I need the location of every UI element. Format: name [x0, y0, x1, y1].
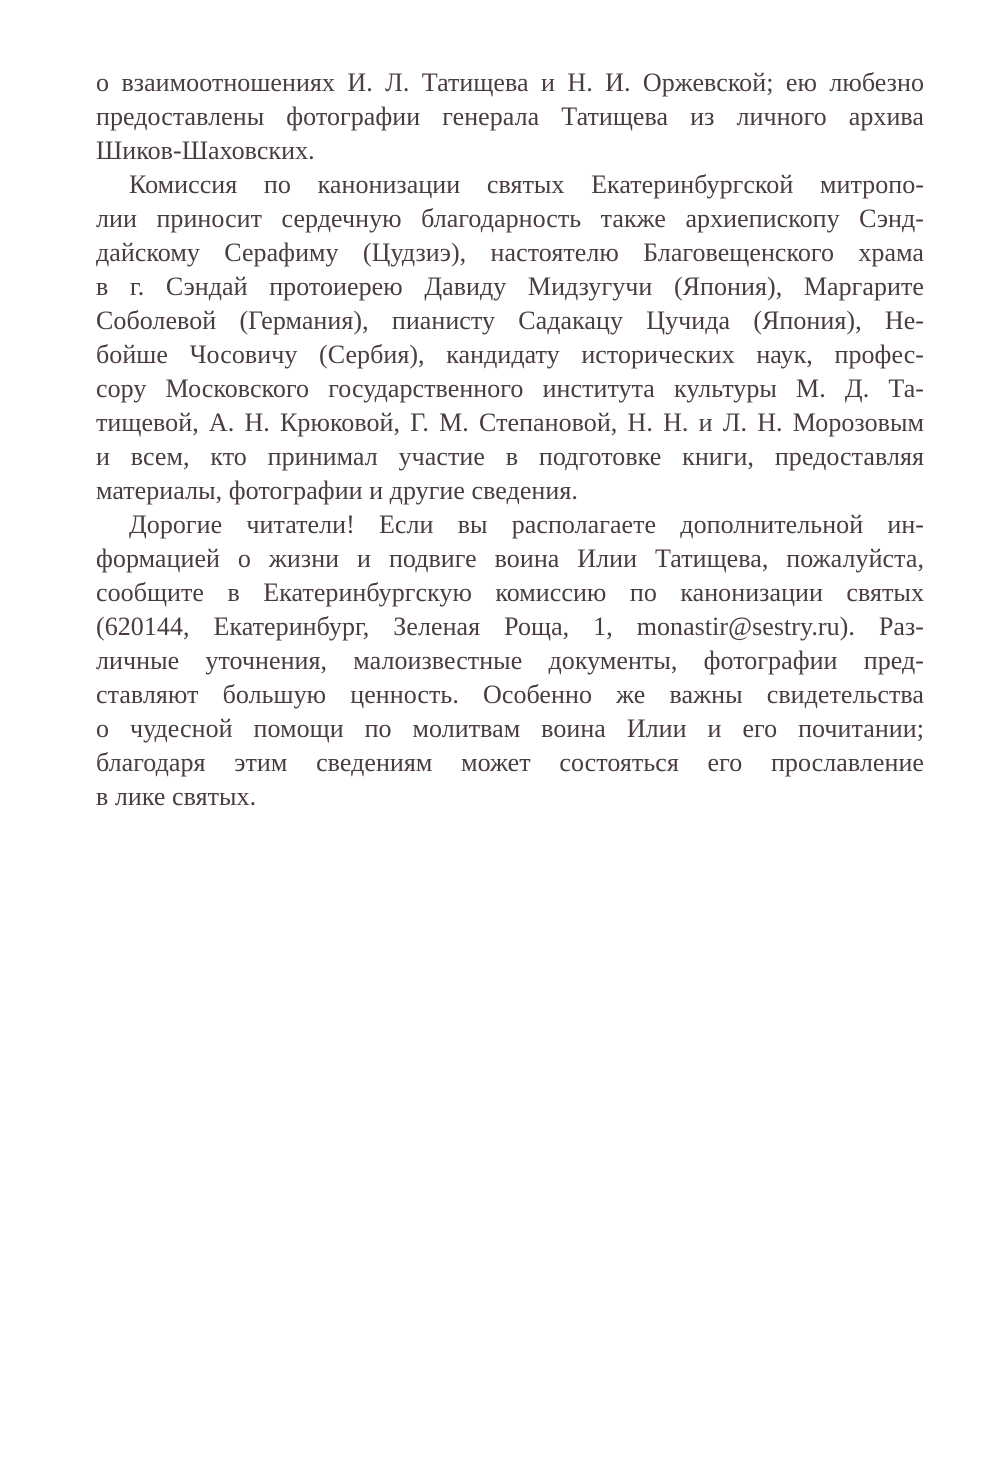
text-line: тищевой, А. Н. Крюковой, Г. М. Степановой, Н. Н. и Л. Н. Морозовым — [96, 408, 924, 437]
text-line: сообщите в Екатеринбургскую комиссию по канонизации святых — [96, 578, 924, 607]
text-line: о чудесной помощи по молитвам воина Илии и его почитании; — [96, 714, 924, 743]
text-line: бойше Чосовичу (Сербия), кандидату исторических наук, профес- — [96, 340, 924, 369]
text-line: Соболевой (Германия), пианисту Садакацу Цучида (Япония), Не- — [96, 306, 924, 335]
paragraph-2 — [96, 168, 924, 508]
paragraph-3 — [96, 508, 924, 814]
text-line: и всем, кто принимал участие в подготовке книги, предоставляя — [96, 442, 924, 471]
text-line: о взаимоотношениях И. Л. Татищева и Н. И. Оржевской; ею любезно — [96, 68, 924, 97]
text-line: формацией о жизни и подвиге воина Илии Татищева, пожалуйста, — [96, 544, 924, 573]
document-page — [96, 66, 924, 814]
text-line: сору Московского государственного института культуры М. Д. Та- — [96, 374, 924, 403]
text-line: дайскому Серафиму (Цудзиэ), настоятелю Благовещенского храма — [96, 238, 924, 267]
paragraph-1 — [96, 66, 924, 168]
text-line: предоставлены фотографии генерала Татищева из личного архива — [96, 102, 924, 131]
text-line: лии приносит сердечную благодарность также архиепископу Сэнд- — [96, 204, 924, 233]
text-line: Шиков-Шаховских. — [96, 136, 315, 165]
text-line: в лике святых. — [96, 782, 257, 811]
text-line: личные уточнения, малоизвестные документы, фотографии пред- — [96, 646, 924, 675]
text-line: (620144, Екатеринбург, Зеленая Роща, 1, monastir@sestry.ru). Раз- — [96, 612, 924, 641]
text-line: ставляют большую ценность. Особенно же важны свидетельства — [96, 680, 924, 709]
text-line: Дорогие читатели! Если вы располагаете дополнительной ин- — [129, 510, 924, 539]
text-line: материалы, фотографии и другие сведения. — [96, 476, 578, 505]
text-line: благодаря этим сведениям может состояться его прославление — [96, 748, 924, 777]
text-line: Комиссия по канонизации святых Екатеринбургской митропо- — [129, 170, 924, 199]
text-line: в г. Сэндай протоиерею Давиду Мидзугучи (Япония), Маргарите — [96, 272, 924, 301]
